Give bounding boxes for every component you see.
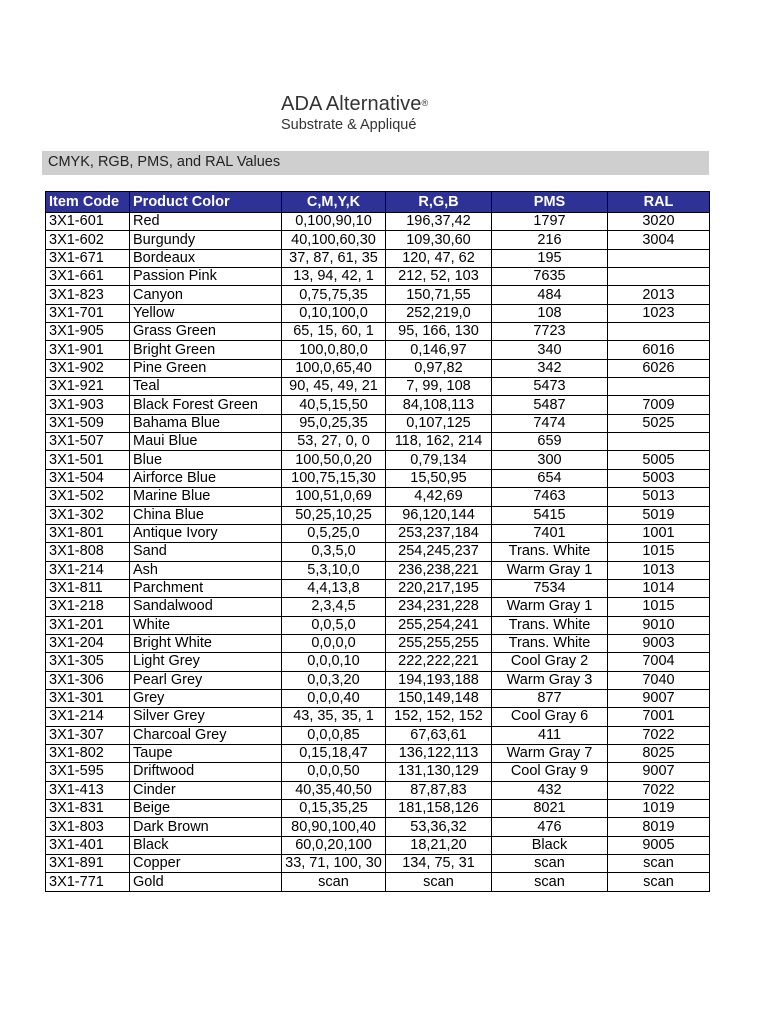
product-color-cell: Charcoal Grey: [130, 726, 282, 744]
rgb-cell: 118, 162, 214: [386, 433, 492, 451]
pms-cell: 1797: [492, 213, 608, 231]
ral-cell: [608, 249, 710, 267]
rgb-cell: 220,217,195: [386, 579, 492, 597]
product-color-cell: Silver Grey: [130, 708, 282, 726]
cmyk-cell: 33, 71, 100, 30: [282, 855, 386, 873]
pms-cell: 7635: [492, 268, 608, 286]
product-color-cell: Copper: [130, 855, 282, 873]
rgb-cell: 18,21,20: [386, 836, 492, 854]
cmyk-cell: 0,5,25,0: [282, 524, 386, 542]
product-color-cell: Teal: [130, 378, 282, 396]
item-code-cell: 3X1-902: [46, 359, 130, 377]
cmyk-cell: 2,3,4,5: [282, 598, 386, 616]
cmyk-cell: 0,10,100,0: [282, 304, 386, 322]
cmyk-cell: 100,51,0,69: [282, 488, 386, 506]
product-color-cell: Sand: [130, 543, 282, 561]
ral-cell: [608, 378, 710, 396]
rgb-cell: 7, 99, 108: [386, 378, 492, 396]
pms-cell: 8021: [492, 800, 608, 818]
item-code-cell: 3X1-509: [46, 414, 130, 432]
rgb-cell: 53,36,32: [386, 818, 492, 836]
rgb-cell: 222,222,221: [386, 653, 492, 671]
item-code-cell: 3X1-302: [46, 506, 130, 524]
item-code-cell: 3X1-661: [46, 268, 130, 286]
ral-cell: 3004: [608, 231, 710, 249]
product-color-cell: Sandalwood: [130, 598, 282, 616]
ral-cell: 5003: [608, 469, 710, 487]
cmyk-cell: 13, 94, 42, 1: [282, 268, 386, 286]
item-code-cell: 3X1-671: [46, 249, 130, 267]
product-color-cell: Yellow: [130, 304, 282, 322]
cmyk-cell: 0,15,18,47: [282, 744, 386, 762]
product-color-cell: White: [130, 616, 282, 634]
item-code-cell: 3X1-595: [46, 763, 130, 781]
ral-cell: 9003: [608, 634, 710, 652]
table-row: [46, 469, 710, 487]
table-row: [46, 488, 710, 506]
item-code-cell: 3X1-401: [46, 836, 130, 854]
rgb-cell: 255,255,255: [386, 634, 492, 652]
table-row: [46, 268, 710, 286]
rgb-cell: 236,238,221: [386, 561, 492, 579]
pms-cell: 411: [492, 726, 608, 744]
rgb-cell: 136,122,113: [386, 744, 492, 762]
product-color-cell: Driftwood: [130, 763, 282, 781]
header-ral: RAL: [608, 192, 710, 213]
cmyk-cell: 100,50,0,20: [282, 451, 386, 469]
ral-cell: scan: [608, 855, 710, 873]
ral-cell: 9010: [608, 616, 710, 634]
table-row: [46, 359, 710, 377]
product-color-cell: Passion Pink: [130, 268, 282, 286]
table-row: [46, 726, 710, 744]
ral-cell: [608, 323, 710, 341]
rgb-cell: 0,146,97: [386, 341, 492, 359]
rgb-cell: 95, 166, 130: [386, 323, 492, 341]
cmyk-cell: 0,75,75,35: [282, 286, 386, 304]
item-code-cell: 3X1-305: [46, 653, 130, 671]
item-code-cell: 3X1-921: [46, 378, 130, 396]
cmyk-cell: 0,0,5,0: [282, 616, 386, 634]
product-color-cell: Taupe: [130, 744, 282, 762]
item-code-cell: 3X1-502: [46, 488, 130, 506]
ral-cell: 6016: [608, 341, 710, 359]
cmyk-cell: 100,0,65,40: [282, 359, 386, 377]
product-color-cell: Red: [130, 213, 282, 231]
cmyk-cell: 0,0,0,40: [282, 689, 386, 707]
pms-cell: 340: [492, 341, 608, 359]
ral-cell: 5025: [608, 414, 710, 432]
ral-cell: 3020: [608, 213, 710, 231]
cmyk-cell: 0,0,3,20: [282, 671, 386, 689]
table-row: [46, 598, 710, 616]
ral-cell: [608, 268, 710, 286]
ral-cell: 1015: [608, 543, 710, 561]
table-row: [46, 561, 710, 579]
cmyk-cell: 95,0,25,35: [282, 414, 386, 432]
product-color-cell: China Blue: [130, 506, 282, 524]
ral-cell: 7040: [608, 671, 710, 689]
pms-cell: 5415: [492, 506, 608, 524]
table-row: [46, 708, 710, 726]
rgb-cell: 253,237,184: [386, 524, 492, 542]
item-code-cell: 3X1-823: [46, 286, 130, 304]
product-color-cell: Light Grey: [130, 653, 282, 671]
ral-cell: 1019: [608, 800, 710, 818]
pms-cell: Black: [492, 836, 608, 854]
ral-cell: 7022: [608, 726, 710, 744]
table-row: [46, 213, 710, 231]
cmyk-cell: 0,0,0,0: [282, 634, 386, 652]
brand-subtitle: Substrate & Appliqué: [281, 117, 417, 133]
table-row: [46, 506, 710, 524]
table-row: [46, 414, 710, 432]
table-row: [46, 286, 710, 304]
pms-cell: 5487: [492, 396, 608, 414]
item-code-cell: 3X1-307: [46, 726, 130, 744]
table-row: [46, 543, 710, 561]
item-code-cell: 3X1-802: [46, 744, 130, 762]
cmyk-cell: scan: [282, 873, 386, 891]
pms-cell: 7534: [492, 579, 608, 597]
rgb-cell: 131,130,129: [386, 763, 492, 781]
rgb-cell: 0,107,125: [386, 414, 492, 432]
header-cmyk: C,M,Y,K: [282, 192, 386, 213]
pms-cell: 195: [492, 249, 608, 267]
header-item-code: Item Code: [46, 192, 130, 213]
pms-cell: 877: [492, 689, 608, 707]
item-code-cell: 3X1-507: [46, 433, 130, 451]
pms-cell: 432: [492, 781, 608, 799]
product-color-cell: Gold: [130, 873, 282, 891]
table-row: [46, 781, 710, 799]
ral-cell: 1001: [608, 524, 710, 542]
cmyk-cell: 40,35,40,50: [282, 781, 386, 799]
pms-cell: Cool Gray 6: [492, 708, 608, 726]
pms-cell: Warm Gray 1: [492, 598, 608, 616]
cmyk-cell: 0,0,0,50: [282, 763, 386, 781]
cmyk-cell: 100,75,15,30: [282, 469, 386, 487]
ral-cell: scan: [608, 873, 710, 891]
item-code-cell: 3X1-903: [46, 396, 130, 414]
table-row: [46, 653, 710, 671]
product-color-cell: Ash: [130, 561, 282, 579]
ral-cell: 9007: [608, 763, 710, 781]
product-color-cell: Canyon: [130, 286, 282, 304]
item-code-cell: 3X1-901: [46, 341, 130, 359]
item-code-cell: 3X1-214: [46, 561, 130, 579]
cmyk-cell: 5,3,10,0: [282, 561, 386, 579]
table-row: [46, 634, 710, 652]
rgb-cell: 212, 52, 103: [386, 268, 492, 286]
pms-cell: 5473: [492, 378, 608, 396]
rgb-cell: 120, 47, 62: [386, 249, 492, 267]
pms-cell: Cool Gray 9: [492, 763, 608, 781]
product-color-cell: Maui Blue: [130, 433, 282, 451]
section-banner: [42, 151, 709, 175]
header-product-color: Product Color: [130, 192, 282, 213]
product-color-cell: Dark Brown: [130, 818, 282, 836]
cmyk-cell: 90, 45, 49, 21: [282, 378, 386, 396]
item-code-cell: 3X1-214: [46, 708, 130, 726]
cmyk-cell: 0,3,5,0: [282, 543, 386, 561]
rgb-cell: 0,79,134: [386, 451, 492, 469]
ral-cell: 1013: [608, 561, 710, 579]
pms-cell: Trans. White: [492, 634, 608, 652]
table-row: [46, 800, 710, 818]
cmyk-cell: 37, 87, 61, 35: [282, 249, 386, 267]
item-code-cell: 3X1-501: [46, 451, 130, 469]
table-row: [46, 579, 710, 597]
product-color-cell: Antique Ivory: [130, 524, 282, 542]
item-code-cell: 3X1-301: [46, 689, 130, 707]
table-row: [46, 671, 710, 689]
rgb-cell: 234,231,228: [386, 598, 492, 616]
table-row: [46, 341, 710, 359]
pms-cell: 342: [492, 359, 608, 377]
rgb-cell: 15,50,95: [386, 469, 492, 487]
section-title: CMYK, RGB, PMS, and RAL Values: [48, 154, 281, 170]
ral-cell: 7004: [608, 653, 710, 671]
rgb-cell: 109,30,60: [386, 231, 492, 249]
item-code-cell: 3X1-204: [46, 634, 130, 652]
rgb-cell: 96,120,144: [386, 506, 492, 524]
rgb-cell: scan: [386, 873, 492, 891]
product-color-cell: Parchment: [130, 579, 282, 597]
rgb-cell: 150,149,148: [386, 689, 492, 707]
rgb-cell: 255,254,241: [386, 616, 492, 634]
product-color-cell: Grass Green: [130, 323, 282, 341]
table-row: [46, 836, 710, 854]
table-row: [46, 433, 710, 451]
cmyk-cell: 80,90,100,40: [282, 818, 386, 836]
rgb-cell: 150,71,55: [386, 286, 492, 304]
ral-cell: 7009: [608, 396, 710, 414]
cmyk-cell: 100,0,80,0: [282, 341, 386, 359]
cmyk-cell: 4,4,13,8: [282, 579, 386, 597]
item-code-cell: 3X1-905: [46, 323, 130, 341]
item-code-cell: 3X1-218: [46, 598, 130, 616]
cmyk-cell: 0,0,0,10: [282, 653, 386, 671]
pms-cell: Trans. White: [492, 543, 608, 561]
table-body: [46, 213, 710, 892]
item-code-cell: 3X1-701: [46, 304, 130, 322]
item-code-cell: 3X1-803: [46, 818, 130, 836]
item-code-cell: 3X1-601: [46, 213, 130, 231]
rgb-cell: 134, 75, 31: [386, 855, 492, 873]
product-color-cell: Airforce Blue: [130, 469, 282, 487]
ral-cell: 6026: [608, 359, 710, 377]
item-code-cell: 3X1-413: [46, 781, 130, 799]
item-code-cell: 3X1-808: [46, 543, 130, 561]
ral-cell: 2013: [608, 286, 710, 304]
item-code-cell: 3X1-801: [46, 524, 130, 542]
rgb-cell: 254,245,237: [386, 543, 492, 561]
pms-cell: 300: [492, 451, 608, 469]
pms-cell: 108: [492, 304, 608, 322]
table-row: [46, 378, 710, 396]
pms-cell: 484: [492, 286, 608, 304]
pms-cell: 216: [492, 231, 608, 249]
rgb-cell: 252,219,0: [386, 304, 492, 322]
product-color-cell: Blue: [130, 451, 282, 469]
ral-cell: 8019: [608, 818, 710, 836]
cmyk-cell: 65, 15, 60, 1: [282, 323, 386, 341]
table-row: [46, 231, 710, 249]
pms-cell: 654: [492, 469, 608, 487]
ral-cell: 7001: [608, 708, 710, 726]
ral-cell: 1014: [608, 579, 710, 597]
item-code-cell: 3X1-771: [46, 873, 130, 891]
ral-cell: 5013: [608, 488, 710, 506]
header-rgb: R,G,B: [386, 192, 492, 213]
pms-cell: Trans. White: [492, 616, 608, 634]
item-code-cell: 3X1-811: [46, 579, 130, 597]
pms-cell: Warm Gray 3: [492, 671, 608, 689]
rgb-cell: 87,87,83: [386, 781, 492, 799]
table-row: [46, 763, 710, 781]
ral-cell: 8025: [608, 744, 710, 762]
product-color-cell: Black Forest Green: [130, 396, 282, 414]
table-row: [46, 304, 710, 322]
cmyk-cell: 40,100,60,30: [282, 231, 386, 249]
product-color-cell: Bordeaux: [130, 249, 282, 267]
product-color-cell: Bright White: [130, 634, 282, 652]
pms-cell: 7474: [492, 414, 608, 432]
pms-cell: 659: [492, 433, 608, 451]
pms-cell: 7401: [492, 524, 608, 542]
product-color-cell: Bahama Blue: [130, 414, 282, 432]
rgb-cell: 67,63,61: [386, 726, 492, 744]
cmyk-cell: 60,0,20,100: [282, 836, 386, 854]
item-code-cell: 3X1-891: [46, 855, 130, 873]
cmyk-cell: 0,0,0,85: [282, 726, 386, 744]
ral-cell: 7022: [608, 781, 710, 799]
ral-cell: 5005: [608, 451, 710, 469]
header-pms: PMS: [492, 192, 608, 213]
cmyk-cell: 40,5,15,50: [282, 396, 386, 414]
rgb-cell: 181,158,126: [386, 800, 492, 818]
pms-cell: scan: [492, 855, 608, 873]
table-row: [46, 524, 710, 542]
product-color-cell: Cinder: [130, 781, 282, 799]
product-color-cell: Marine Blue: [130, 488, 282, 506]
product-color-cell: Pine Green: [130, 359, 282, 377]
cmyk-cell: 0,15,35,25: [282, 800, 386, 818]
table-row: [46, 396, 710, 414]
pms-cell: 7723: [492, 323, 608, 341]
item-code-cell: 3X1-602: [46, 231, 130, 249]
item-code-cell: 3X1-504: [46, 469, 130, 487]
rgb-cell: 194,193,188: [386, 671, 492, 689]
color-values-table: [45, 191, 710, 892]
rgb-cell: 84,108,113: [386, 396, 492, 414]
table-row: [46, 323, 710, 341]
ral-cell: 9005: [608, 836, 710, 854]
registered-mark: ®: [421, 98, 429, 108]
pms-cell: Warm Gray 1: [492, 561, 608, 579]
table-row: [46, 616, 710, 634]
rgb-cell: 152, 152, 152: [386, 708, 492, 726]
cmyk-cell: 43, 35, 35, 1: [282, 708, 386, 726]
table-row: [46, 818, 710, 836]
ral-cell: 1015: [608, 598, 710, 616]
product-color-cell: Grey: [130, 689, 282, 707]
table-row: [46, 249, 710, 267]
pms-cell: scan: [492, 873, 608, 891]
ral-cell: 1023: [608, 304, 710, 322]
product-color-cell: Black: [130, 836, 282, 854]
table-row: [46, 855, 710, 873]
item-code-cell: 3X1-201: [46, 616, 130, 634]
product-color-cell: Beige: [130, 800, 282, 818]
rgb-cell: 0,97,82: [386, 359, 492, 377]
rgb-cell: 196,37,42: [386, 213, 492, 231]
product-color-cell: Bright Green: [130, 341, 282, 359]
ral-cell: 5019: [608, 506, 710, 524]
pms-cell: 476: [492, 818, 608, 836]
item-code-cell: 3X1-831: [46, 800, 130, 818]
brand-logo: [281, 92, 428, 134]
cmyk-cell: 50,25,10,25: [282, 506, 386, 524]
table-row: [46, 744, 710, 762]
pms-cell: Cool Gray 2: [492, 653, 608, 671]
cmyk-cell: 0,100,90,10: [282, 213, 386, 231]
pms-cell: 7463: [492, 488, 608, 506]
brand-name: ADA Alternative: [281, 93, 422, 115]
table-header-row: [46, 192, 710, 213]
ral-cell: 9007: [608, 689, 710, 707]
product-color-cell: Burgundy: [130, 231, 282, 249]
brand-title: [281, 92, 428, 116]
table-row: [46, 873, 710, 891]
product-color-cell: Pearl Grey: [130, 671, 282, 689]
pms-cell: Warm Gray 7: [492, 744, 608, 762]
table-row: [46, 689, 710, 707]
item-code-cell: 3X1-306: [46, 671, 130, 689]
cmyk-cell: 53, 27, 0, 0: [282, 433, 386, 451]
table-row: [46, 451, 710, 469]
ral-cell: [608, 433, 710, 451]
rgb-cell: 4,42,69: [386, 488, 492, 506]
